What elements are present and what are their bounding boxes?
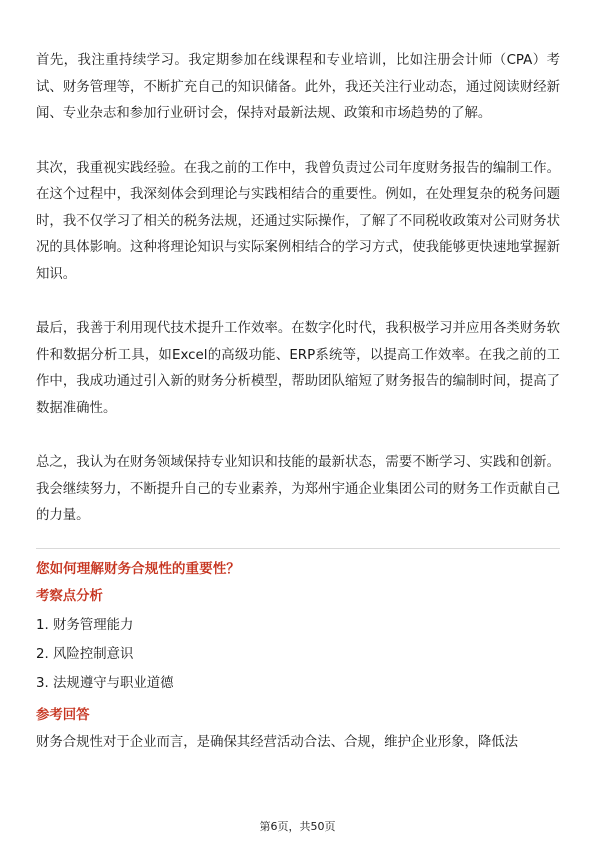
paragraph-practice: 其次，我重视实践经验。在我之前的工作中，我曾负责过公司年度财务报告的编制工作。在这个过程中，我深刻体会到理论与实践相结合的重要性。例如，在处理复杂的税务问题时，我不仅学习了相关的税务法规，还通过实际操作，了解了不同税收政策对公司财务状况的具体影响。这种将理论知识与实际案例相结合的学习方式，使我能够更快速地掌握新知识。 xyxy=(36,160,560,282)
paragraph-summary: 总之，我认为在财务领域保持专业知识和技能的最新状态，需要不断学习、实践和创新。我会继续努力，不断提升自己的专业素养，为郑州宇通企业集团公司的财务工作贡献自己的力量。 xyxy=(36,455,560,523)
analysis-point: 3. 法规遵守与职业道德 xyxy=(36,675,174,691)
page-number-footer: 第6页，共50页 xyxy=(259,820,336,833)
answer-heading: 参考回答 xyxy=(36,707,90,723)
answer-text: 财务合规性对于企业而言，是确保其经营活动合法、合规，维护企业形象，降低法 xyxy=(36,734,519,750)
analysis-heading: 考察点分析 xyxy=(36,588,103,604)
page-content xyxy=(36,48,560,756)
question-title: 您如何理解财务合规性的重要性？ xyxy=(36,560,240,577)
analysis-point-list xyxy=(36,611,560,698)
analysis-point: 2. 风险控制意识 xyxy=(36,646,134,662)
section-divider xyxy=(36,548,560,549)
paragraph-technology: 最后，我善于利用现代技术提升工作效率。在数字化时代，我积极学习并应用各类财务软件和数据分析工具，如Excel的高级功能、ERP系统等，以提高工作效率。在我之前的工作中，我成功通过引入新的财务分析模型，帮助团队缩短了财务报告的编制时间，提高了数据准确性。 xyxy=(36,321,560,416)
analysis-point: 1. 财务管理能力 xyxy=(36,617,134,633)
paragraph-learning: 首先，我注重持续学习。我定期参加在线课程和专业培训，比如注册会计师（CPA）考试、财务管理等，不断扩充自己的知识储备。此外，我还关注行业动态，通过阅读财经新闻、专业杂志和参加行业研讨会，保持对最新法规、政策和市场趋势的了解。 xyxy=(36,53,560,121)
